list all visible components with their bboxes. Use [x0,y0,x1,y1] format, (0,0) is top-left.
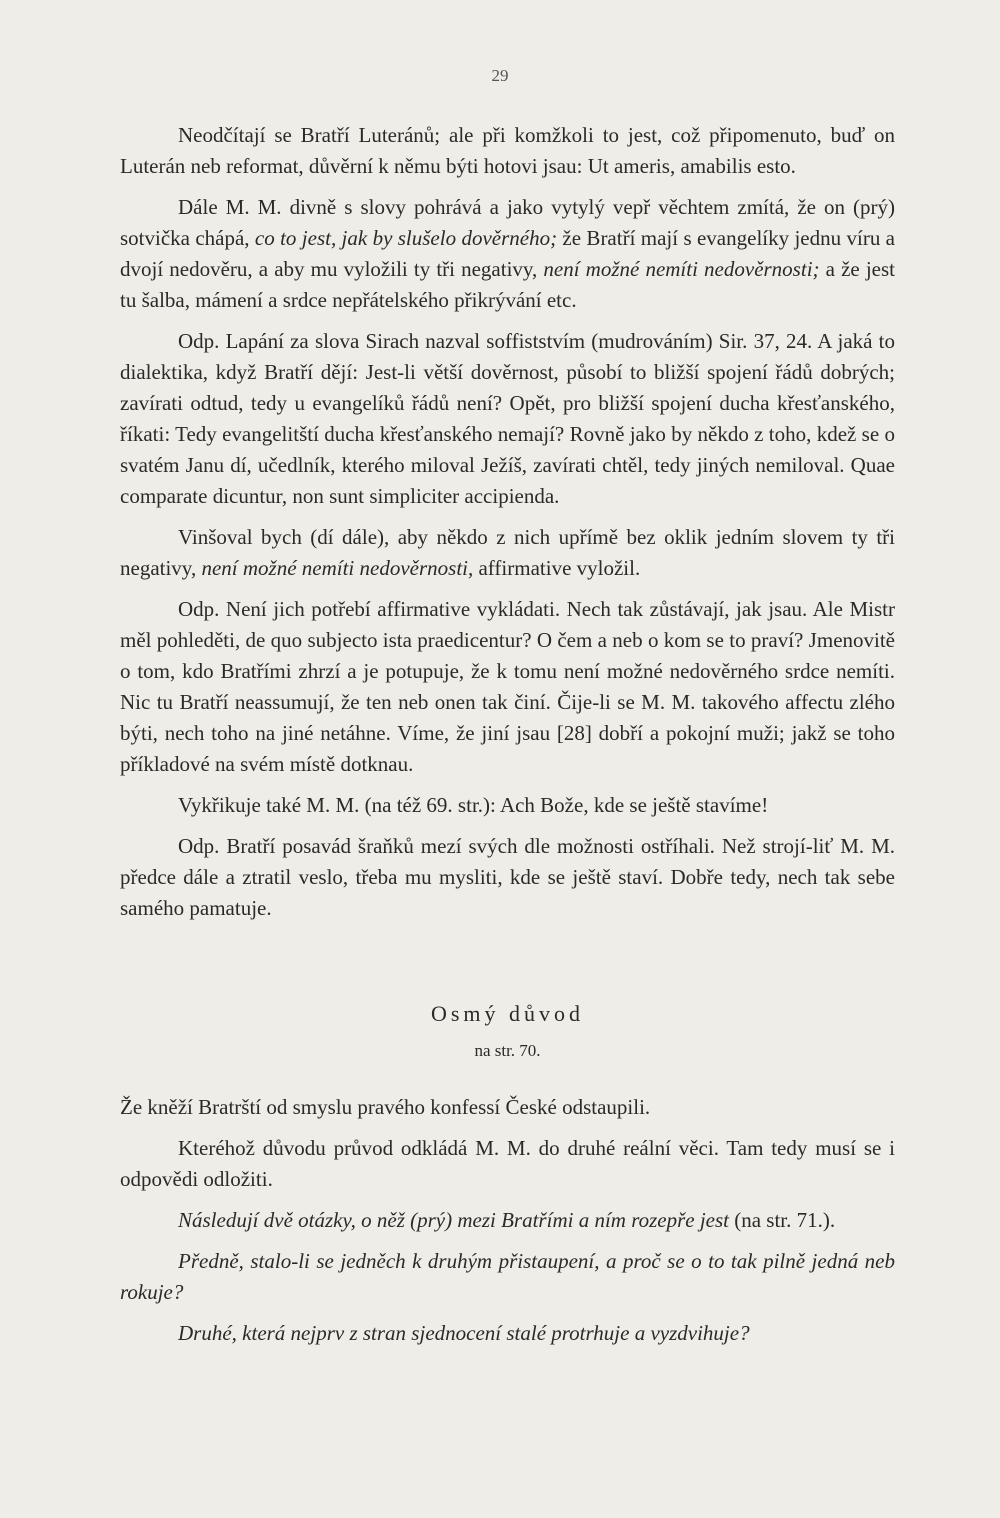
section-heading: Osmý důvod [430,1001,585,1026]
italic-text: Následují dvě otázky, o něž (prý) mezi Bratřími a ním rozepře jest [178,1208,729,1232]
italic-text: není možné nemíti nedověrnosti, [201,556,474,580]
paragraph [120,192,895,316]
italic-text: Předně, stalo-li se jedněch k druhým přistaupení, a proč se o to tak pilně jedná neb rokuje? [120,1249,895,1304]
italic-text: Druhé, která nejprv z stran sjednocení stalé protrhuje a vyzdvihuje? [178,1321,750,1345]
text-run: Neodčítají se Bratří Luteránů; ale při komžkoli to jest, což připomenuto, buď on Luterán neb reformat, důvěrní k němu býti hotovi jsau: Ut ameris, amabilis esto. [120,123,895,178]
paragraph [120,522,895,584]
text-run: Kteréhož důvodu průvod odkládá M. M. do druhé reální věci. Tam tedy musí se i odpovědi odložiti. [120,1136,895,1191]
text-run: Vinšoval bych (dí dále), aby někdo z nich upřímě bez oklik jedním slovem ty tři negativy, [120,525,895,580]
body-bottom [120,1092,895,1349]
paragraph [120,1133,895,1195]
page-body [120,120,895,1359]
paragraph [120,1318,895,1349]
paragraph [120,1092,895,1123]
paragraph [120,1205,895,1236]
italic-text: není možné nemíti nedověrnosti; [543,257,820,281]
text-run: (na str. 71.). [728,1208,836,1232]
text-run: Vykřikuje také M. M. (na též 69. str.): Ach Bože, kde se ještě stavíme! [178,793,769,817]
text-run: Dále M. M. divně s slovy pohrává a jako vytylý vepř věchtem zmítá, že on (prý) sotvička chápá, [120,195,895,250]
paragraph [120,790,895,821]
paragraph [120,831,895,924]
paragraph [120,594,895,780]
text-run: Odp. Bratří posavád šraňků mezí svých dle možnosti ostříhali. Než strojí-liť M. M. předce dále a ztratil veslo, třeba mu mysliti, kde se ještě staví. Dobře tedy, nech tak sebe samého pamatuje. [120,834,895,920]
paragraph [120,326,895,512]
page-number: 29 [491,66,509,85]
section-subheading: na str. 70. [474,1041,541,1060]
text-run: Že kněží Bratrští od smyslu pravého konfessí České odstaupili. [120,1095,651,1119]
body-top [120,120,895,924]
text-run: Odp. Lapání za slova Sirach nazval soffiststvím (mudrováním) Sir. 37, 24. A jaká to dialektika, když Bratří dějí: Jest-li větší dověrnost, působí to bližší spojení řádů dobrých; zavírati odtud, tedy u evangelíků řádů není? Opět, pro bližší spojení ducha křesťanského, říkati: Tedy evangelitští ducha křesťanského nemají? Rovně jako by někdo z toho, kdež se o svatém Janu dí, učedlník, kterého miloval Ježíš, zavírati chtěl, tedy jiných nemiloval. Quae comparate dicuntur, non sunt simpliciter accipienda. [120,329,895,508]
italic-text: co to jest, jak by slušelo dověrného; [254,226,558,250]
paragraph [120,120,895,182]
text-run: že Bratří mají s evangelíky jednu víru a dvojí nedověru, a aby mu vyložili ty tři negativy, [120,226,895,281]
paragraph [120,1246,895,1308]
text-run: a že jest tu šalba, mámení a srdce nepřátelského přikrývání etc. [120,257,895,312]
text-run: affirmative vyložil. [473,556,641,580]
text-run: Odp. Není jich potřebí affirmative vykládati. Nech tak zůstávají, jak jsau. Ale Mistr měl pohleděti, de quo subjecto ista praedicentur? O čem a neb o kom se to praví? Jmenovitě o tom, kdo Bratřími zhrzí a je potupuje, že k tomu není možné nedověrného srdce nemíti. Nic tu Bratří neassumují, že ten neb onen tak činí. Čije-li se M. M. takového affectu zlého býti, nech toho na jiné netáhne. Víme, že jiní jsau [28] dobří a pokojní muži; jakž se toho příkladové na svém místě dotknau. [120,597,895,776]
